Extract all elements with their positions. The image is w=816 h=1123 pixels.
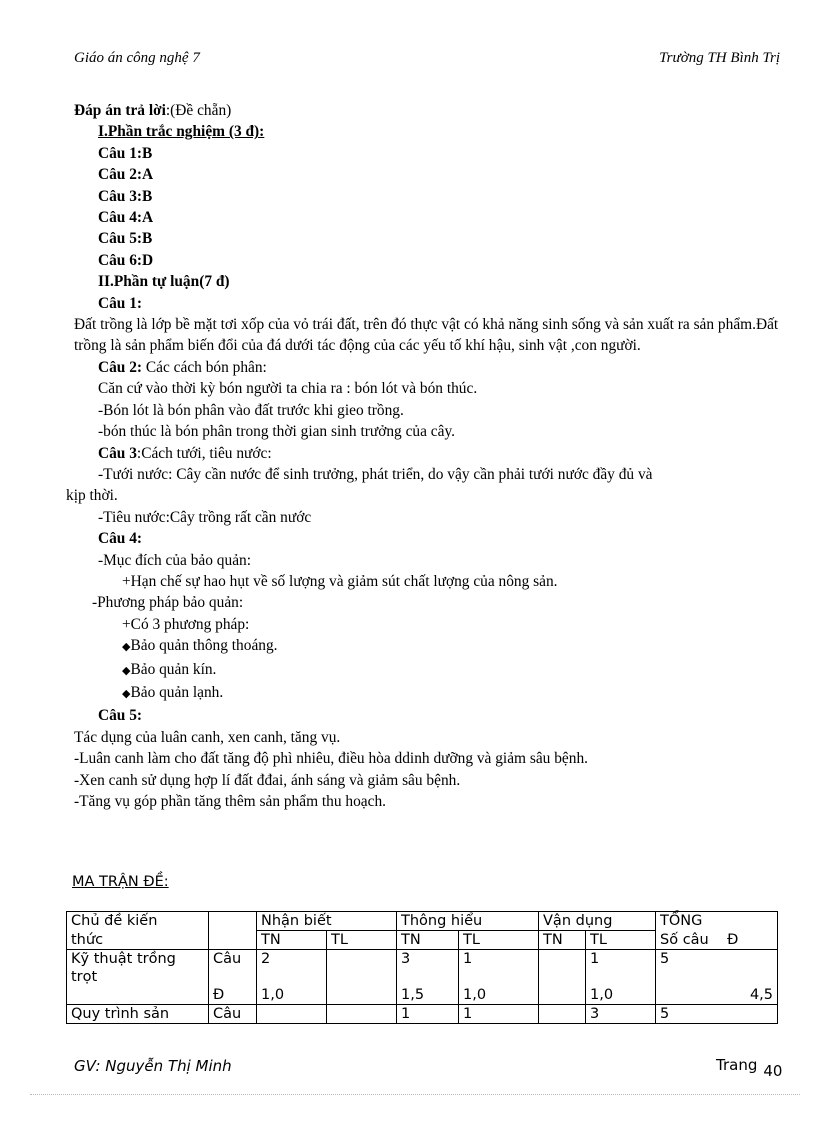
header-thong-hieu: Thông hiểu: [397, 912, 539, 931]
table-row: [67, 1005, 778, 1024]
footer-teacher: GV: Nguyễn Thị Minh: [74, 1057, 232, 1075]
q3-line-1a: -Tưới nước: Cây cần nước để sinh trưởng, phát triển, do vậy cần phải tưới nước đầy đủ và: [98, 465, 653, 483]
page-bottom-rule: [30, 1094, 800, 1095]
row-label-cau: Câu: [209, 950, 257, 987]
cell: [327, 1005, 397, 1024]
mc-answer-4: Câu 4:A: [98, 209, 154, 227]
topic-cell: Kỹ thuật trồng trọt: [67, 950, 209, 987]
q2-line-2: -Bón lót là bón phân vào đất trước khi gieo trồng.: [98, 401, 404, 419]
page-number: 40: [763, 1062, 783, 1080]
part1-title: I.Phần trắc nghiệm (3 đ):: [98, 123, 265, 141]
q4-method: -Phương pháp bảo quản:: [92, 594, 244, 612]
cell: 1: [586, 950, 656, 987]
header-tong: TỔNG: [656, 912, 778, 931]
answer-section: [66, 100, 814, 812]
cell: 3: [586, 1005, 656, 1024]
header-nb-tn: TN: [257, 931, 327, 950]
footer-page: [716, 1056, 783, 1080]
q4-method-intro: +Có 3 phương pháp:: [122, 615, 250, 633]
part2-title: II.Phần tự luận(7 đ): [98, 273, 230, 291]
header-vd-tl: TL: [586, 931, 656, 950]
q4-label: Câu 4:: [98, 530, 143, 548]
matrix-title: MA TRẬN ĐỀ:: [72, 874, 169, 890]
header-left: Giáo án công nghệ 7: [74, 50, 200, 66]
diamond-bullet-icon: ◆: [122, 687, 131, 700]
q2-line-1: Căn cứ vào thời kỳ bón người ta chia ra : bón lót và bón thúc.: [98, 380, 478, 398]
cell: 5: [656, 950, 778, 987]
q4-method-1: ◆Bảo quản thông thoáng.: [122, 637, 278, 655]
header-nhan-biet: Nhận biết: [257, 912, 397, 931]
header-th-tl: TL: [459, 931, 539, 950]
q4-purpose: -Mục đích của bảo quản:: [98, 551, 251, 569]
mc-answer-3: Câu 3:B: [98, 187, 153, 205]
q2-line-3: -bón thúc là bón phân trong thời gian sinh trưởng của cây.: [98, 423, 456, 441]
mc-answer-5: Câu 5:B: [98, 230, 153, 248]
topic-cell: Quy trình sản: [67, 1005, 209, 1024]
cell: 1: [459, 950, 539, 987]
mc-answer-2: Câu 2:A: [98, 166, 154, 184]
cell: [257, 1005, 327, 1024]
cell: [327, 950, 397, 987]
q5-label: Câu 5:: [98, 707, 143, 725]
q3-line-1b: kịp thời.: [66, 487, 118, 505]
q2-heading: Câu 2: Các cách bón phân:: [98, 358, 267, 376]
header-blank-2: [209, 931, 257, 950]
cell: 1,0: [459, 986, 539, 1005]
q4-method-3: ◆Bảo quản lạnh.: [122, 683, 224, 701]
q5-line-3: -Xen canh sử dụng hợp lí đất đđai, ánh sáng và giảm sâu bệnh.: [74, 771, 461, 789]
cell: 1: [459, 1005, 539, 1024]
header-vd-tn: TN: [539, 931, 586, 950]
q4-method-2: ◆Bảo quản kín.: [122, 660, 217, 678]
cell: [539, 986, 586, 1005]
matrix-header-row-2: [67, 931, 778, 950]
cell: 1,0: [257, 986, 327, 1005]
cell: 3: [397, 950, 459, 987]
table-row: [67, 950, 778, 987]
matrix-header-row-1: [67, 912, 778, 931]
q5-line-1: Tác dụng của luân canh, xen canh, tăng vụ.: [74, 728, 341, 746]
header-right: Trường TH Bình Trị: [659, 50, 780, 66]
topic-cell-cont: [67, 986, 209, 1005]
diamond-bullet-icon: ◆: [122, 664, 131, 677]
diamond-bullet-icon: ◆: [122, 641, 131, 654]
row-label-cau: Câu: [209, 1005, 257, 1024]
page-label: Trang: [716, 1056, 758, 1074]
answer-title: Đáp án trả lời:(Đề chẵn): [74, 102, 232, 119]
q5-line-2: -Luân canh làm cho đất tăng độ phì nhiêu, điều hòa ddinh dưỡng và giảm sâu bệnh.: [74, 750, 588, 768]
table-row: [67, 986, 778, 1005]
q3-line-2: -Tiêu nước:Cây trồng rất cần nước: [98, 508, 312, 526]
mc-answer-1: Câu 1:B: [98, 144, 153, 162]
cell: 4,5: [656, 986, 778, 1005]
q3-heading: Câu 3:Cách tưới, tiêu nước:: [98, 444, 272, 462]
header-topic: Chủ đề kiến: [67, 912, 209, 931]
q1-label: Câu 1:: [98, 294, 143, 312]
header-tong-sub: Số câu Đ: [656, 931, 778, 950]
cell: [539, 1005, 586, 1024]
row-label-d: Đ: [209, 986, 257, 1005]
cell: 1,5: [397, 986, 459, 1005]
cell: 1: [397, 1005, 459, 1024]
header-van-dung: Vận dụng: [539, 912, 656, 931]
cell: 1,0: [586, 986, 656, 1005]
header-th-tn: TN: [397, 931, 459, 950]
q4-purpose-detail: +Hạn chế sự hao hụt về số lượng và giảm sút chất lượng của nông sản.: [122, 572, 558, 590]
header-blank: [209, 912, 257, 931]
cell: [539, 950, 586, 987]
cell: 5: [656, 1005, 778, 1024]
q5-line-4: -Tăng vụ góp phần tăng thêm sản phẩm thu hoạch.: [74, 793, 387, 810]
mc-answer-6: Câu 6:D: [98, 251, 154, 269]
cell: 2: [257, 950, 327, 987]
q1-text: Đất trồng là lớp bề mặt tơi xốp của vỏ trái đất, trên đó thực vật có khả năng sinh sống và sản xuất ra sản phẩm.Đất trồng là sản phẩm biến đổi của đá dưới tác động của các yếu tố khí hậu, sinh vật ,con người.: [74, 316, 779, 355]
matrix-table: [66, 911, 778, 1024]
header-topic-cont: thức: [67, 931, 209, 950]
cell: [327, 986, 397, 1005]
header-nb-tl: TL: [327, 931, 397, 950]
